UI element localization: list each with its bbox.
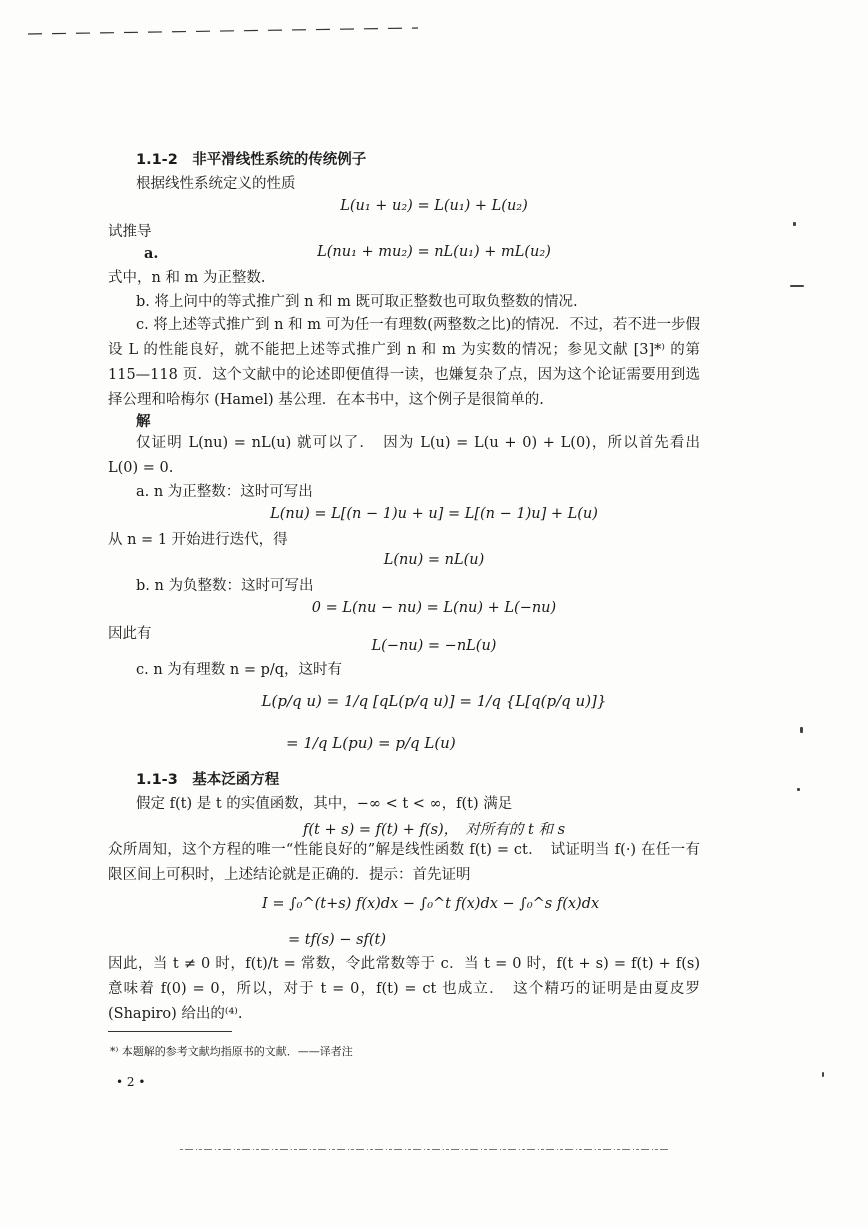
solution-label: 解 [136,414,151,430]
equation-case-a-result: L(nu) = nL(u) [383,552,485,568]
intro-text: 根据线性系统定义的性质 [136,176,296,192]
section-heading-1-1-3: 1.1-3 基本泛函方程 [136,772,280,788]
equation-integral-result: = tf(s) − sf(t) [288,932,387,948]
solution-line-1: 仅证明 L(nu) = nL(u) 就可以了． 因为 L(u) = L(u + 0) + L(0)，所以首先看出 L(0) = 0. [108,435,700,476]
equation-case-c-1: L(p/q u) = 1/q [qL(p/q u)] = 1/q {L[q(p/q u)]} [261,692,607,710]
footnote-rule [108,1031,232,1032]
section-heading-1-1-2: 1.1-2 非平滑线性系统的传统例子 [136,152,367,168]
case-c-text: c. n 为有理数 n = p/q，这时有 [136,662,343,678]
item-a-note: 式中，n 和 m 为正整数. [108,270,266,286]
page-number: • 2 • [116,1075,146,1089]
closing-paragraph: 因此，当 t ≠ 0 时，f(t)/t = 常数，令此常数等于 c．当 t = 0 时，f(t + s) = f(t) + f(s) 意味着 f(0) = 0，所以，对于 t = 0，f(t) = ct 也成立． 这个精巧的证明是由夏皮罗 (Shapiro) 给出的⁽⁴⁾. [108,956,700,1022]
iteration-text: 从 n = 1 开始进行迭代，得 [108,532,288,548]
equation-case-c-2: = 1/q L(pu) = p/q L(u) [286,734,456,752]
case-b-text: b. n 为负整数：这时可写出 [136,578,314,594]
equation-case-b-result: L(−nu) = −nL(u) [371,638,497,654]
scan-dash-artifact [28,24,418,38]
equation-integral: I = ∫₀^(t+s) f(x)dx − ∫₀^t f(x)dx − ∫₀^s f(x)dx [262,896,600,912]
scan-speck [797,788,800,791]
try-derive-text: 试推导 [108,224,152,240]
equation-item-a: L(nu₁ + mu₂) = nL(u₁) + mL(u₂) [317,244,551,260]
scan-speck [800,727,803,733]
hence-text: 因此有 [108,626,152,642]
equation-case-b: 0 = L(nu − nu) = L(nu) + L(−nu) [311,600,557,616]
scan-speck [793,222,796,226]
case-a-text: a. n 为正整数：这时可写出 [136,484,313,500]
scan-speck [822,1072,824,1077]
functional-equation: f(t + s) = f(t) + f(s)， 对所有的 t 和 s [302,822,566,838]
item-c-paragraph: c. 将上述等式推广到 n 和 m 可为任一有理数(两整数之比)的情况．不过，若不进一步假设 L 的性能良好，就不能把上述等式推广到 n 和 m 为实数的情况；参见文献 [3]*⁾ 的第 115—118 页．这个文献中的论述即便值得一读，也嫌复杂了点，因为这个论证需要用到选择公理和哈梅尔 (Hamel) 基公理．在本书中，这个例子是很简单的. [108,317,700,408]
assumption-text: 假定 f(t) 是 t 的实值函数，其中，−∞ < t < ∞，f(t) 满足 [136,796,513,812]
equation-additivity: L(u₁ + u₂) = L(u₁) + L(u₂) [340,198,528,214]
linear-solution-paragraph: 众所周知，这个方程的唯一“性能良好的”解是线性函数 f(t) = ct． 试证明当 f(·) 在任一有限区间上可积时，上述结论就是正确的．提示：首先证明 [108,842,700,883]
scan-speck [790,285,804,287]
item-b-text: b. 将上问中的等式推广到 n 和 m 既可取正整数也可取负整数的情况. [136,294,578,310]
item-a-label: a. [144,245,159,262]
scan-bottom-artifact [180,1148,670,1151]
footnote: *⁾ 本题解的参考文献均指原书的文献．——译者注 [110,1045,353,1058]
equation-case-a: L(nu) = L[(n − 1)u + u] = L[(n − 1)u] + L(u) [270,506,598,522]
